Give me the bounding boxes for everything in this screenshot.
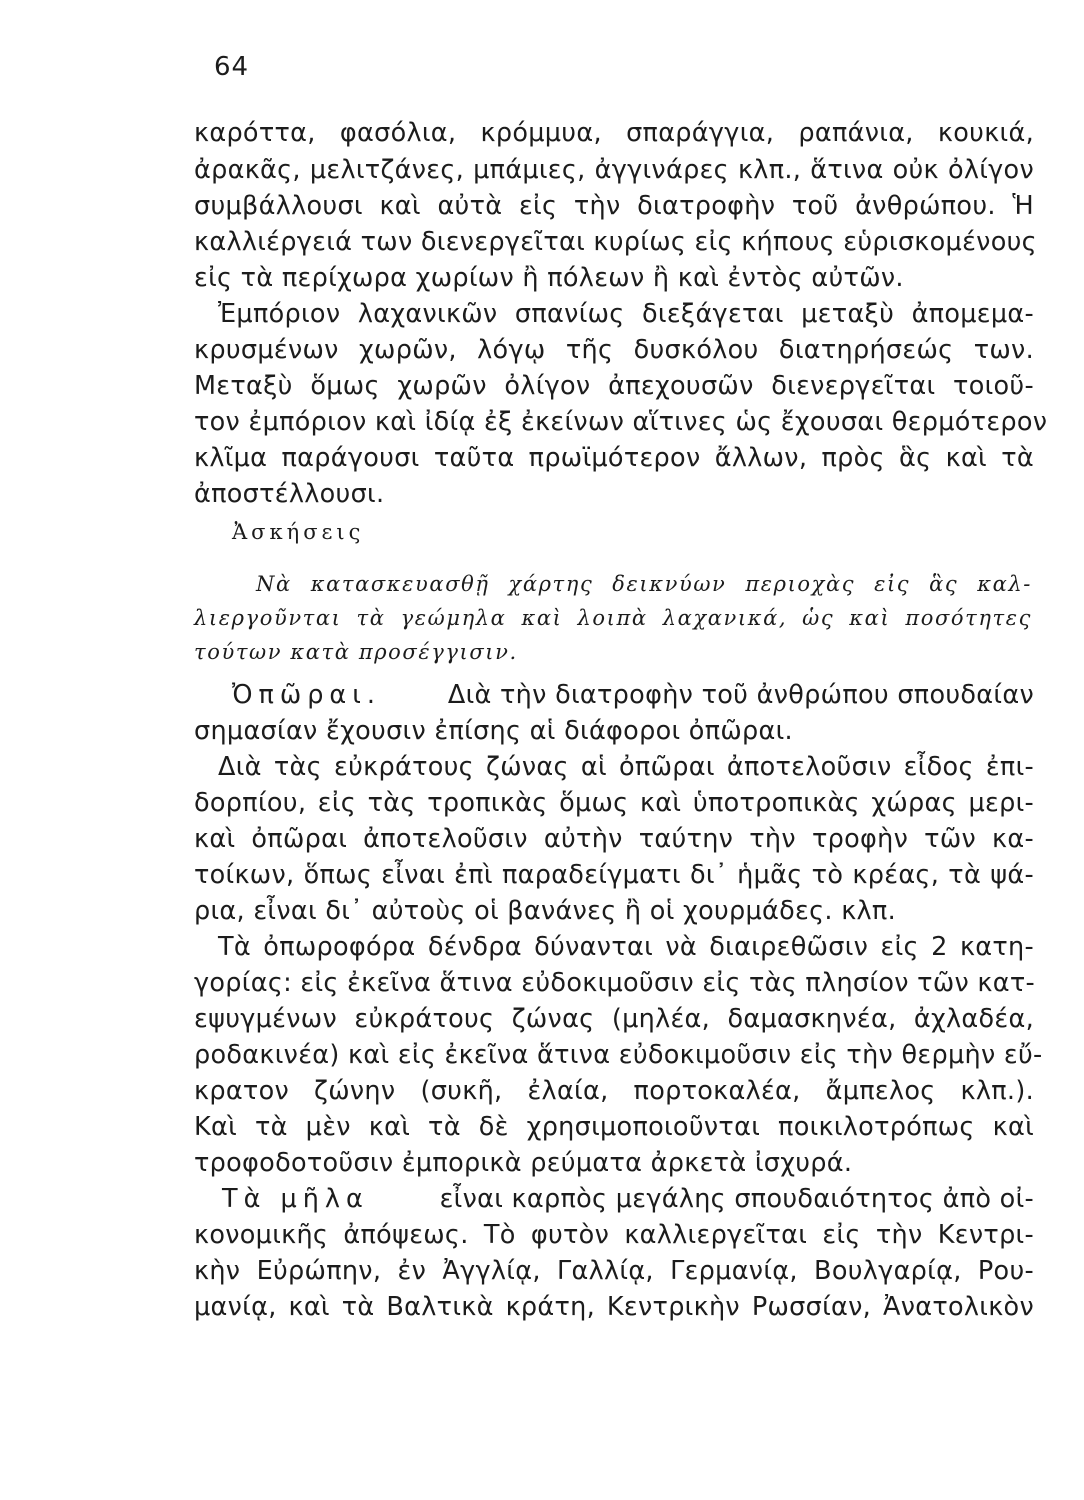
text-line: γορίας: εἰς ἐκεῖνα ἅτινα εὐδοκιμοῦσιν εἰς τὰς πλησίον τῶν κατ- <box>194 968 1036 998</box>
text-line: καλλιέργειά των διενεργεῖται κυρίως εἰς κήπους εὑρισκομένους <box>194 227 1037 257</box>
exercise-line: τούτων κατὰ προσέγγισιν. <box>194 640 518 664</box>
text-line: κλῖμα παράγουσι ταῦτα πρωϊμότερον ἄλλων, πρὸς ἃς καὶ τὰ <box>194 443 1034 473</box>
text-line: Διὰ τὴν διατροφὴν τοῦ ἀνθρώπου σπουδαίαν <box>447 680 1034 710</box>
page-number: 64 <box>214 52 250 82</box>
exercises-heading: Ἀσκήσεις <box>232 520 365 544</box>
text-line: εἰς τὰ περίχωρα χωρίων ἢ πόλεων ἢ καὶ ἐντὸς αὐτῶν. <box>194 263 904 293</box>
exercise-line: λιεργοῦνται τὰ γεώμηλα καὶ λοιπὰ λαχανικά, ὡς καὶ ποσότητες <box>194 606 1032 630</box>
text-line: Καὶ τὰ μὲν καὶ τὰ δὲ χρησιμοποιοῦνται ποικιλοτρόπως καὶ <box>194 1112 1034 1142</box>
text-line: κρατον ζώνην (συκῆ, ἐλαία, πορτοκαλέα, ἄμπελος κλπ.). <box>194 1076 1034 1106</box>
text-line: ρια, εἶναι δι᾿ αὐτοὺς οἱ βανάνες ἢ οἱ χουρμάδες. κλπ. <box>194 896 896 926</box>
text-line: Ἐμπόριον λαχανικῶν σπανίως διεξάγεται μεταξὺ ἀπομεμα- <box>218 299 1034 329</box>
text-line: ἀρακᾶς, μελιτζάνες, μπάμιες, ἀγγινάρες κλπ., ἅτινα οὐκ ὀλίγον <box>194 155 1034 185</box>
exercise-line: Νὰ κατασκευασθῇ χάρτης δεικνύων περιοχὰς εἰς ἃς καλ- <box>256 572 1032 596</box>
text-line: καὶ ὀπῶραι ἀποτελοῦσιν αὐτὴν ταύτην τὴν τροφὴν τῶν κα- <box>194 824 1034 854</box>
text-line: τροφοδοτοῦσιν ἐμπορικὰ ρεύματα ἀρκετὰ ἰσχυρά. <box>194 1148 853 1178</box>
text-line: ἀποστέλλουσι. <box>194 479 385 509</box>
text-line: εἶναι καρπὸς μεγάλης σπουδαιότητος ἀπὸ οἰ- <box>439 1184 1034 1214</box>
text-line: Τὰ ὀπωροφόρα δένδρα δύνανται νὰ διαιρεθῶσιν εἰς 2 κατη- <box>218 932 1034 962</box>
text-line: σημασίαν ἔχουσιν ἐπίσης αἱ διάφοροι ὀπῶραι. <box>194 716 793 746</box>
text-line: κονομικῆς ἀπόψεως. Τὸ φυτὸν καλλιεργεῖται εἰς τὴν Κεντρι- <box>194 1220 1034 1250</box>
text-line: εψυγμένων εὐκράτους ζώνας (μηλέα, δαμασκηνέα, ἀχλαδέα, <box>194 1004 1034 1034</box>
fruits-heading: Ὀπῶραι. <box>232 680 381 710</box>
text-line: δορπίου, εἰς τὰς τροπικὰς ὅμως καὶ ὑποτροπικὰς χώρας μερι- <box>194 788 1034 818</box>
text-line: ροδακινέα) καὶ εἰς ἐκεῖνα ἅτινα εὐδοκιμοῦσιν εἰς τὴν θερμὴν εὔ- <box>194 1040 1043 1070</box>
text-line: κρυσμένων χωρῶν, λόγῳ τῆς δυσκόλου διατηρήσεώς των. <box>194 335 1034 365</box>
apples-heading: Τὰ μῆλα <box>222 1184 369 1214</box>
text-line: Μεταξὺ ὅμως χωρῶν ὀλίγον ἀπεχουσῶν διενεργεῖται τοιοῦ- <box>194 371 1034 401</box>
text-line: καρόττα, φασόλια, κρόμμυα, σπαράγγια, ραπάνια, κουκιά, <box>194 118 1034 148</box>
text-line: μανίᾳ, καὶ τὰ Βαλτικὰ κράτη, Κεντρικὴν Ρωσσίαν, Ἀνατολικὸν <box>194 1292 1034 1322</box>
apples-first-line <box>222 1182 1034 1216</box>
fruits-first-line <box>232 678 1034 712</box>
text-line: τοίκων, ὅπως εἶναι ἐπὶ παραδείγματι δι᾿ ἡμᾶς τὸ κρέας, τὰ ψά- <box>194 860 1034 890</box>
text-line: συμβάλλουσι καὶ αὐτὰ εἰς τὴν διατροφὴν τοῦ ἀνθρώπου. Ἡ <box>194 191 1034 221</box>
text-line: τον ἐμπόριον καὶ ἰδίᾳ ἐξ ἐκείνων αἵτινες ὡς ἔχουσαι θερμότερον <box>194 407 1048 437</box>
text-line: Διὰ τὰς εὐκράτους ζώνας αἱ ὀπῶραι ἀποτελοῦσιν εἶδος ἐπι- <box>218 752 1034 782</box>
text-line: κὴν Εὐρώπην, ἐν Ἀγγλίᾳ, Γαλλίᾳ, Γερμανίᾳ, Βουλγαρίᾳ, Ρου- <box>194 1256 1034 1286</box>
